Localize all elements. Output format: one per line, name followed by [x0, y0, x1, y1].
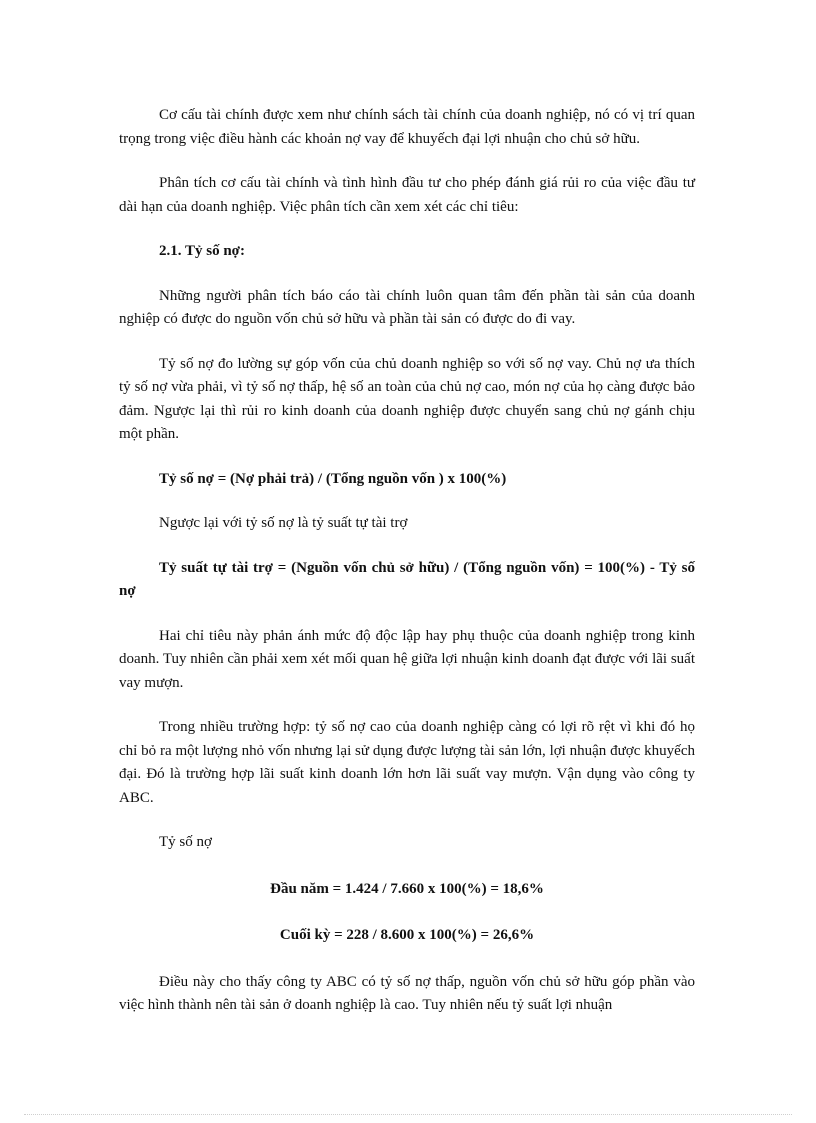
- paragraph-self-financing-intro: Ngược lại với tỷ số nợ là tỷ suất tự tài trợ: [159, 515, 408, 531]
- formula-debt-ratio: Tỷ số nợ = (Nợ phải trả) / (Tổng nguồn vốn ) x 100(%): [159, 470, 507, 487]
- document-body: [119, 104, 695, 1018]
- section-heading-debt-ratio: 2.1. Tỷ số nợ:: [159, 243, 245, 259]
- paragraph-analysis-intro: Phân tích cơ cấu tài chính và tình hình đầu tư cho phép đánh giá rủi ro của việc đầu tư dài hạn của doanh nghiệp. Việc phân tích cần xem xét các chỉ tiêu:: [119, 175, 695, 215]
- paragraph-financial-structure: Cơ cấu tài chính được xem như chính sách tài chính của doanh nghiệp, nó có vị trí quan trọng trong việc điều hành các khoản nợ vay để khuyếch đại lợi nhuận cho chủ sở hữu.: [119, 107, 695, 147]
- page-bottom-divider: [24, 1114, 792, 1115]
- calc-end-of-period: Cuối kỳ = 228 / 8.600 x 100(%) = 26,6%: [279, 927, 535, 943]
- paragraph-high-debt-case: Trong nhiều trường hợp: tỷ số nợ cao của doanh nghiệp càng có lợi rõ rệt vì khi đó họ chỉ bỏ ra một lượng nhỏ vốn nhưng lại sử dụng được lượng tài sản lớn, lợi nhuận được khuyếch đại. Đó là trường hợp lãi suất kinh doanh lớn hơn lãi suất vay mượn. Vận dụng vào công ty ABC.: [119, 719, 695, 806]
- formula-self-financing-ratio: Tỷ suất tự tài trợ = (Nguồn vốn chủ sở hữu) / (Tổng nguồn vốn) = 100(%) - Tỷ số nợ: [119, 559, 695, 599]
- paragraph-analysts-interest: Những người phân tích báo cáo tài chính luôn quan tâm đến phần tài sản của doanh nghiệp có được do nguồn vốn chủ sở hữu và phần tài sản có được do đi vay.: [119, 287, 695, 327]
- paragraph-debt-ratio-explanation: Tỷ số nợ đo lường sự góp vốn của chủ doanh nghiệp so với số nợ vay. Chủ nợ ưa thích tỷ số nợ vừa phải, vì tỷ số nợ thấp, hệ số an toàn của chủ nợ cao, món nợ của họ càng được bảo đảm. Ngược lại thì rủi ro kinh doanh của doanh nghiệp được chuyển sang chủ nợ gánh chịu một phần.: [119, 355, 695, 442]
- paragraph-indicators-reflect: Hai chỉ tiêu này phản ánh mức độ độc lập hay phụ thuộc của doanh nghiệp trong kinh doanh. Tuy nhiên cần phải xem xét mối quan hệ giữa lợi nhuận kinh doanh đạt được với lãi suất vay mượn.: [119, 627, 695, 691]
- paragraph-debt-ratio-label: Tỷ số nợ: [159, 834, 212, 850]
- calc-beginning-of-year: Đầu năm = 1.424 / 7.660 x 100(%) = 18,6%: [270, 880, 544, 897]
- paragraph-conclusion: Điều này cho thấy công ty ABC có tỷ số nợ thấp, nguồn vốn chủ sở hữu góp phần vào việc hình thành nên tài sản ở doanh nghiệp là cao. Tuy nhiên nếu tỷ suất lợi nhuận: [119, 973, 695, 1013]
